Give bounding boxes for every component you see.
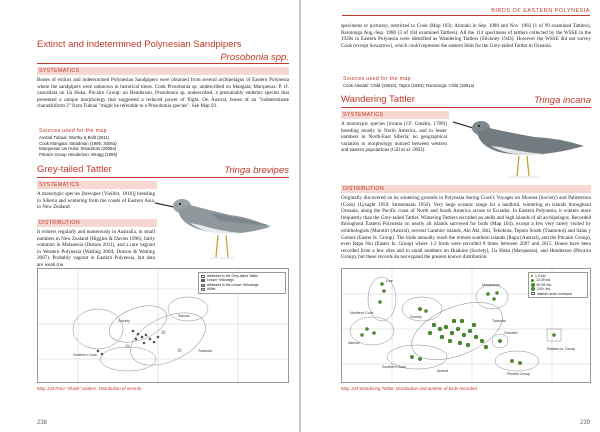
- map-label: Samoa: [178, 314, 190, 318]
- systematics-heading: SYSTEMATICS: [343, 112, 384, 118]
- map-label: Northern Cook: [350, 311, 374, 315]
- systematics-heading: SYSTEMATICS: [39, 182, 80, 188]
- legend-label: attributed to the Grey-tailed Tattler: [207, 274, 259, 278]
- legend-label: attributed to the Lesser Yellowlegs: [207, 282, 259, 287]
- legend-label: Lesser Yellowlegs: [207, 278, 234, 283]
- map-label: Society: [118, 319, 130, 323]
- map-104-legend: [528, 272, 588, 298]
- systematics-text: A monotypic species [brevipes (Vieillot, 1816)] breeding in Siberia and wintering from the coasts of Eastern Asia, to New Zealand.: [37, 191, 155, 211]
- title-rule: [37, 63, 289, 64]
- legend-row: [201, 287, 283, 291]
- map-104-caption: Map 104 Wandering Tattler. Distribution and number of birds recorded: [341, 386, 477, 391]
- title-rule: [37, 177, 289, 178]
- map-label: Tuamotu: [198, 349, 213, 353]
- map-label: Pitcairn Group: [507, 372, 530, 376]
- left-page: [0, 0, 299, 432]
- systematics-text: A monotypic species [incana (J.F. Gmelin, 1789)] breeding mostly in North America, and in lesser numbers in North-East Siberia; no geographical variation in morphology noticed between western and eastern populations (Gill et al. 2002).: [341, 121, 447, 154]
- map-label: Line: [386, 279, 393, 283]
- map-label: Southern Cook: [73, 353, 97, 357]
- map-103-caption: Map 103 Rare "shank" waders. Distribution of records: [37, 386, 142, 391]
- distribution-heading: DISTRIBUTION: [343, 186, 384, 192]
- title-rule: [341, 107, 591, 108]
- legend-swatch: [201, 288, 205, 291]
- map-103: [37, 268, 289, 383]
- legend-dot: [531, 275, 533, 277]
- map-label: Eastern Is. Group: [547, 347, 576, 351]
- distribution-heading: DISTRIBUTION: [39, 220, 80, 226]
- legend-label: 10-49 ind.: [536, 278, 552, 283]
- grey-tailed-tattler-latin: Tringa brevipes: [224, 165, 289, 176]
- map-104: [341, 268, 591, 383]
- legend-label: Islands never surveyed: [537, 291, 572, 296]
- map-label: Southern Cook: [382, 365, 406, 369]
- source-line: Cook Mangaia: Steadman (1985, 2006a): [39, 140, 117, 146]
- map-label: Samoa: [348, 341, 360, 345]
- legend-row: [531, 292, 585, 296]
- map-label: Society: [410, 315, 422, 319]
- wandering-tattler-latin: Tringa incana: [534, 95, 591, 106]
- source-line: Austral Tubuai: Worthy & Bollt (2011): [39, 135, 110, 140]
- map-103-legend: [198, 272, 286, 294]
- distribution-text: It winters regularly and numerously in Australia, in small numbers in New Zealand (Higgins & Davies 1996), fairly common in Melanesia (Dutson 2011), and a rare vagrant in Western Polynesia (Watling 2004; Dutson & Watling 2007). Probably vagrant in Eastern Polynesia, but data are weak (no: [37, 229, 155, 268]
- tattler-continued-text: specimens or pictures), restricted to Cook (Map 103): Aitutaki in Sep. 1980 and Nov. 1983 (1 of 99 examined Tattlers), Rarotonga Aug.-Sep. 1980 (3 of 104 examined Tattlers). All the 114 specimens of tattlers collected by the WSSE in the 1920s in Eastern Polynesia were identified as Wandering Tattlers (Stickney 1943). However the WSSE did not survey Cook (except Suwarrow), which could represent the eastern limit for the Grey-tailed Tattler in Oceania.: [341, 23, 591, 49]
- legend-swatch: [201, 279, 205, 282]
- source-line: Marquesas Ua Huka: Steadman (2006a): [39, 146, 117, 152]
- systematics-text: Bones of extinct and indetermined Polynesian Sandpipers were obtained from several archipelagos of Eastern Polynesia where the sandpipers were unknown in historical times. Cook Prosobonia sp. undescribed on Mangaia; Marquesas: P. cf. cancellata on Ua Huka, Pitcairn Group: on Henderson, Prosobonia sp. undescribed, a presumably endemic species that presented a unique morphology that suggested a reduced power of flight. On Austral, bones of an "indeterminate charadriiform 2" from Tubuai "might be referable to a Prosobonia species". See Map 93.: [37, 77, 289, 110]
- systematics-heading: SYSTEMATICS: [39, 68, 80, 74]
- legend-swatch: [531, 292, 535, 295]
- sandpipers-title: Extinct and indetermined Polynesian Sandpipers: [37, 39, 242, 50]
- sources-heading: Sources used for the map: [39, 128, 107, 134]
- map-label: Gambier: [504, 331, 518, 335]
- map-label: Marquesas: [482, 283, 500, 287]
- legend-label: 50-99 ind.: [536, 282, 552, 287]
- legend-label: 1-9 ind.: [535, 274, 547, 278]
- legend-dot: [531, 279, 534, 282]
- sandpipers-genus: Prosobonia spp.: [220, 52, 289, 63]
- page-number-right: 239: [579, 420, 590, 426]
- wandering-tattler-title: Wandering Tattler: [341, 94, 415, 105]
- sources-text: Cook Aitutaki: Child (1981b), Taylor (1984); Rarotonga: Child (1981a): [343, 83, 475, 88]
- running-head: BIRDS OF EASTERN POLYNESIA: [342, 8, 590, 16]
- grey-tailed-tattler-title: Grey-tailed Tattler: [37, 164, 112, 175]
- legend-label: 100+ ind.: [537, 287, 552, 292]
- legend-swatch: [201, 275, 205, 278]
- sources-list: [39, 135, 239, 157]
- legend-dot: [531, 283, 535, 287]
- distribution-text: Originally discovered on its wintering grounds in Polynesia during Cook's Voyages on Moorea (Society) and Palmerston (Cook) (Lysaght 1959; Stresemann 1950). Very large oceanic range for a landbird, wintering on islands throughout Oceania, along the Pacific coast of North and South America across to Ecuador. In Eastern Polynesia, it winters more frequently than the Grey-tailed Tattler. Wintering Tattlers recorded on atolls and high islands of all archipelagos. Recorded throughout Eastern Polynesia on nearly all islands surveyed for birds (Map 104), except a few very rarely visited by ornithologists (Marotiri (Austral), several Gambier islands, Aki Aki, Hiti, Tekokota, Tepoto South (Tuamotu)) and Salas y Gomez (Easter Is. Group). The birds annually reach the remote southern islands (Rapa (Austral), and the Pitcairn Group), even Rapa Nui (Easter Is. Group) where 1-2 birds were recorded 8 times between 2007 and 2015. Bones have been recorded from a few sites and in small numbers on Huahine (Society), Ua Huka (Marquesas), and Henderson (Pitcairn Group), but these records do not expand the present known distribution.: [341, 195, 591, 261]
- wandering-tattler-illustration: [449, 112, 594, 182]
- page-number-left: 238: [37, 420, 48, 426]
- map-label: Tuamotu: [492, 319, 507, 323]
- grey-tailed-tattler-illustration: [150, 183, 285, 263]
- right-page: [301, 0, 600, 432]
- legend-label: Willet: [207, 287, 216, 292]
- sources-heading: Sources used for the map: [343, 76, 411, 82]
- source-line: Pitcairn Group Henderson: Wragg (1995): [39, 151, 118, 157]
- map-label: Austral: [437, 369, 449, 373]
- legend-swatch: [201, 284, 205, 287]
